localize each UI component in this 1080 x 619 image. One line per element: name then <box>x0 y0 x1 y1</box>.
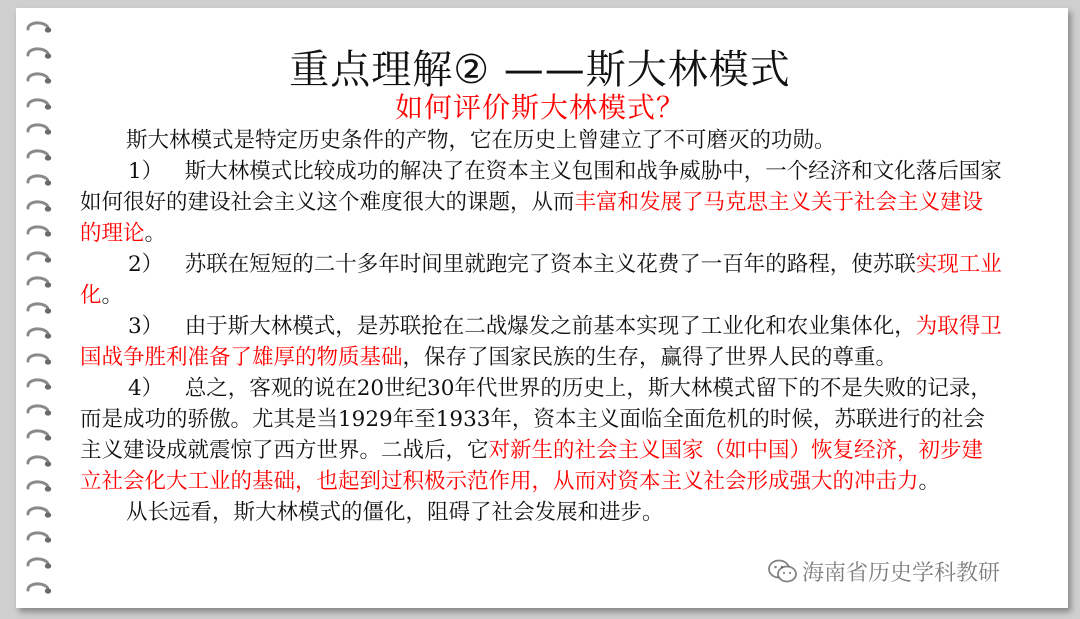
point-3 <box>80 311 1002 373</box>
binding-ring <box>24 146 54 168</box>
point-1 <box>80 156 1002 249</box>
page-subtitle: 如何评价斯大林模式？ <box>394 91 685 124</box>
binding-ring <box>24 248 54 270</box>
point-text-end: 。 <box>918 469 941 494</box>
point-text-end: 。 <box>144 221 167 246</box>
binding-ring <box>24 477 54 499</box>
point-text: 苏联在短短的二十多年时间里就跑完了资本主义花费了一百年的路程，使苏联 <box>184 252 916 277</box>
binding-ring <box>24 452 54 474</box>
point-number: 1） <box>128 159 164 184</box>
binding-ring <box>24 579 54 601</box>
binding-ring <box>24 528 54 550</box>
binding-ring <box>24 350 54 372</box>
point-text-end: 。 <box>101 283 124 308</box>
binding-ring <box>24 197 54 219</box>
point-text: 由于斯大林模式，是苏联抢在二战爆发之前基本实现了工业化和农业集体化， <box>184 314 916 339</box>
conclusion-paragraph: 从长远看，斯大林模式的僵化，阻碍了社会发展和进步。 <box>126 500 664 525</box>
point-number: 3） <box>128 314 164 339</box>
intro-paragraph: 斯大林模式是特定历史条件的产物，它在历史上曾建立了不可磨灭的功勋。 <box>126 128 836 153</box>
binding-ring <box>24 554 54 576</box>
watermark-text: 海南省历史学科教研 <box>802 561 1001 586</box>
watermark <box>768 556 1000 587</box>
point-highlight: 丰富和发展了马克思主义关于社会主义建设的理论 <box>80 190 984 246</box>
point-number: 4） <box>128 376 164 401</box>
point-text-end: ，保存了国家民族的生存，赢得了世界人民的尊重。 <box>402 345 898 370</box>
binding-ring <box>24 273 54 295</box>
binding-ring <box>24 18 54 40</box>
point-highlight: 实现工业化 <box>80 252 1002 308</box>
point-text: 总之，客观的说在20世纪30年代世界的历史上，斯大林模式留下的不是失败的记录，而是成功的骄傲。尤其是当1929年至1933年，资本主义面临全面危机的时候，苏联进行的社会主义建设成就震惊了西方世界。二战后，它 <box>80 376 992 463</box>
point-4 <box>80 373 1002 497</box>
body-text <box>80 125 1002 528</box>
point-highlight: 为取得卫国战争胜利准备了雄厚的物质基础 <box>80 314 1002 370</box>
binding-ring <box>24 171 54 193</box>
point-highlight: 对新生的社会主义国家（如中国）恢复经济，初步建立社会化大工业的基础，也起到过积极示范作用，从而对资本主义社会形成强大的冲击力 <box>80 438 984 494</box>
binding-ring <box>24 375 54 397</box>
binding-ring <box>24 426 54 448</box>
point-number: 2） <box>128 252 164 277</box>
binding-ring <box>24 324 54 346</box>
page-title: 重点理解② ——斯大林模式 <box>289 47 791 93</box>
point-text: 斯大林模式比较成功的解决了在资本主义包围和战争威胁中，一个经济和文化落后国家如何很好的建设社会主义这个难度很大的课题，从而 <box>80 159 1002 215</box>
binding-ring <box>24 401 54 423</box>
binding-ring <box>24 503 54 525</box>
point-2 <box>80 249 1002 311</box>
wechat-icon <box>768 559 798 585</box>
binding-ring <box>24 299 54 321</box>
binding-ring <box>24 222 54 244</box>
